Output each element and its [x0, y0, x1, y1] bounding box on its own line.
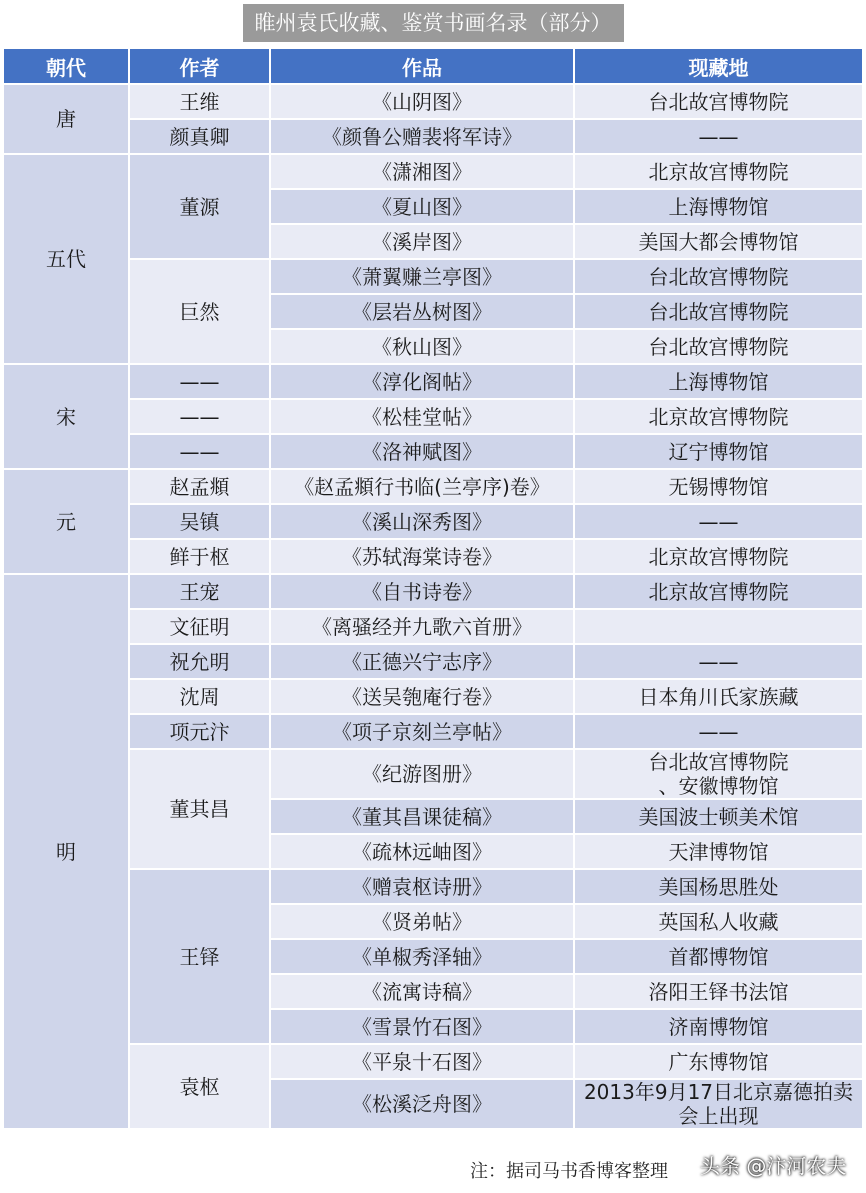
table-header-row — [3, 48, 863, 84]
location-cell: 日本角川氏家族藏 — [574, 679, 863, 714]
work-cell: 《潇湘图》 — [270, 154, 574, 189]
location-cell: 北京故宫博物院 — [574, 539, 863, 574]
author-cell: 项元汴 — [129, 714, 270, 749]
author-cell: 赵孟頫 — [129, 469, 270, 504]
location-cell: 首都博物馆 — [574, 939, 863, 974]
work-cell: 《萧翼赚兰亭图》 — [270, 259, 574, 294]
table-row — [3, 869, 863, 904]
location-cell: 台北故宫博物院 — [574, 259, 863, 294]
location-cell: 北京故宫博物院 — [574, 154, 863, 189]
location-cell: 上海博物馆 — [574, 364, 863, 399]
location-cell: 台北故宫博物院 — [574, 84, 863, 119]
work-cell: 《送吴匏庵行卷》 — [270, 679, 574, 714]
work-cell: 《松溪泛舟图》 — [270, 1079, 574, 1129]
work-cell: 《项子京刻兰亭帖》 — [270, 714, 574, 749]
author-cell: 祝允明 — [129, 644, 270, 679]
dynasty-cell: 五代 — [3, 154, 129, 364]
work-cell: 《赠袁枢诗册》 — [270, 869, 574, 904]
work-cell: 《秋山图》 — [270, 329, 574, 364]
work-cell: 《赵孟頫行书临(兰亭序)卷》 — [270, 469, 574, 504]
location-cell: 济南博物馆 — [574, 1009, 863, 1044]
location-cell: 广东博物馆 — [574, 1044, 863, 1079]
author-cell: 袁枢 — [129, 1044, 270, 1129]
table-row — [3, 504, 863, 539]
table-row — [3, 644, 863, 679]
work-cell: 《夏山图》 — [270, 189, 574, 224]
location-cell: 美国杨思胜处 — [574, 869, 863, 904]
source-note: 注：据司马书香博客整理 — [470, 1161, 668, 1182]
author-cell: 董源 — [129, 154, 270, 259]
watermark: 头条 @汴河农夫 — [700, 1154, 847, 1178]
work-cell: 《层岩丛树图》 — [270, 294, 574, 329]
table-row — [3, 714, 863, 749]
table-row — [3, 259, 863, 294]
location-cell: 辽宁博物馆 — [574, 434, 863, 469]
collection-table — [2, 47, 864, 1130]
author-cell: —— — [129, 399, 270, 434]
location-cell: 台北故宫博物院 、安徽博物馆 — [574, 749, 863, 799]
location-cell: 英国私人收藏 — [574, 904, 863, 939]
work-cell: 《疏林远岫图》 — [270, 834, 574, 869]
column-header-author: 作者 — [129, 48, 270, 84]
dynasty-cell: 唐 — [3, 84, 129, 154]
work-cell: 《董其昌课徒稿》 — [270, 799, 574, 834]
table-row — [3, 119, 863, 154]
work-cell: 《山阴图》 — [270, 84, 574, 119]
author-cell: 鲜于枢 — [129, 539, 270, 574]
location-cell: —— — [574, 119, 863, 154]
author-cell: 董其昌 — [129, 749, 270, 869]
table-row — [3, 469, 863, 504]
work-cell: 《颜鲁公赠裴将军诗》 — [270, 119, 574, 154]
column-header-work: 作品 — [270, 48, 574, 84]
dynasty-cell: 元 — [3, 469, 129, 574]
author-cell: 文征明 — [129, 609, 270, 644]
location-cell: 上海博物馆 — [574, 189, 863, 224]
author-cell: 沈周 — [129, 679, 270, 714]
table-row — [3, 574, 863, 609]
work-cell: 《雪景竹石图》 — [270, 1009, 574, 1044]
table-row — [3, 609, 863, 644]
table-row — [3, 399, 863, 434]
table-row — [3, 1044, 863, 1079]
location-cell: 无锡博物馆 — [574, 469, 863, 504]
column-header-dynasty: 朝代 — [3, 48, 129, 84]
work-cell: 《离骚经并九歌六首册》 — [270, 609, 574, 644]
work-cell: 《溪山深秀图》 — [270, 504, 574, 539]
table-row — [3, 364, 863, 399]
work-cell: 《自书诗卷》 — [270, 574, 574, 609]
work-cell: 《纪游图册》 — [270, 749, 574, 799]
location-cell: —— — [574, 644, 863, 679]
work-cell: 《苏轼海棠诗卷》 — [270, 539, 574, 574]
author-cell: —— — [129, 364, 270, 399]
location-cell: 北京故宫博物院 — [574, 399, 863, 434]
work-cell: 《溪岸图》 — [270, 224, 574, 259]
work-cell: 《洛神赋图》 — [270, 434, 574, 469]
work-cell: 《贤弟帖》 — [270, 904, 574, 939]
author-cell: 王维 — [129, 84, 270, 119]
location-cell: 美国大都会博物馆 — [574, 224, 863, 259]
author-cell: 王宠 — [129, 574, 270, 609]
table-row — [3, 539, 863, 574]
location-cell: 台北故宫博物院 — [574, 294, 863, 329]
location-cell: 北京故宫博物院 — [574, 574, 863, 609]
author-cell: 颜真卿 — [129, 119, 270, 154]
table-row — [3, 749, 863, 799]
location-cell: 台北故宫博物院 — [574, 329, 863, 364]
author-cell: 巨然 — [129, 259, 270, 364]
dynasty-cell: 宋 — [3, 364, 129, 469]
table-row — [3, 154, 863, 189]
table-row — [3, 84, 863, 119]
location-cell: —— — [574, 504, 863, 539]
location-cell: 天津博物馆 — [574, 834, 863, 869]
page-title: 睢州袁氏收藏、鉴赏书画名录（部分） — [243, 4, 624, 42]
work-cell: 《正德兴宁志序》 — [270, 644, 574, 679]
title-bar — [0, 4, 866, 42]
location-cell: 洛阳王铎书法馆 — [574, 974, 863, 1009]
work-cell: 《流寓诗稿》 — [270, 974, 574, 1009]
location-cell — [574, 609, 863, 644]
work-cell: 《淳化阁帖》 — [270, 364, 574, 399]
work-cell: 《松桂堂帖》 — [270, 399, 574, 434]
location-cell: 美国波士顿美术馆 — [574, 799, 863, 834]
table-row — [3, 434, 863, 469]
work-cell: 《单椒秀泽轴》 — [270, 939, 574, 974]
column-header-location: 现藏地 — [574, 48, 863, 84]
author-cell: 王铎 — [129, 869, 270, 1044]
author-cell: 吴镇 — [129, 504, 270, 539]
location-cell: 2013年9月17日北京嘉德拍卖会上出现 — [574, 1079, 863, 1129]
dynasty-cell: 明 — [3, 574, 129, 1129]
table-row — [3, 679, 863, 714]
location-cell: —— — [574, 714, 863, 749]
author-cell: —— — [129, 434, 270, 469]
work-cell: 《平泉十石图》 — [270, 1044, 574, 1079]
